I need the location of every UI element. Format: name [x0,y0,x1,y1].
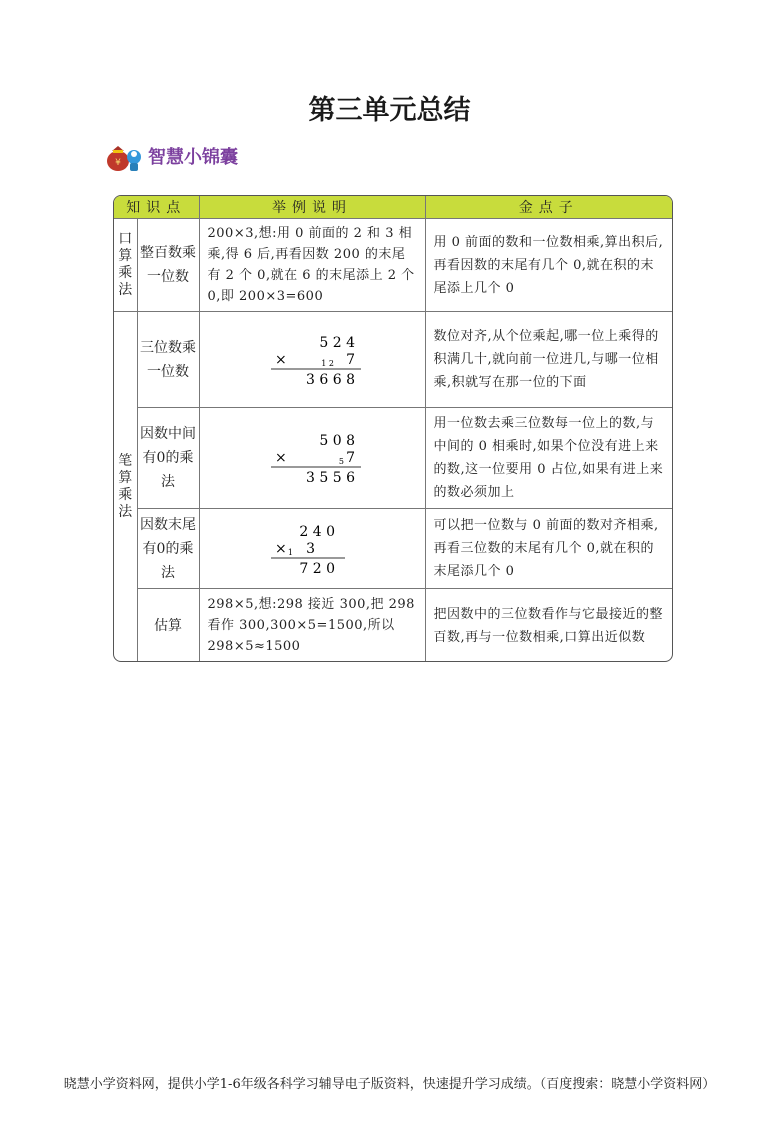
summary-table [113,195,673,662]
table-row [114,219,672,312]
example-cell: 298×5,想:298 接近 300,把 298 看作 300,300×5=1500,所以 298×5≈1500 [199,589,425,663]
svg-text:¥: ¥ [115,158,121,168]
example-cell: 200×3,想:用 0 前面的 2 和 3 相乘,得 6 后,再看因数 200 的末尾有 2 个 0,就在 6 的末尾添上 2 个 0,即 200×3=600 [199,219,425,312]
topic-cell: 因数中间有0的乘法 [137,408,199,509]
table-row [114,509,672,589]
header-example: 举例说明 [199,196,425,219]
tip-cell: 把因数中的三位数看作与它最接近的整百数,再与一位数相乘,口算出近似数 [425,589,672,663]
calc-carry: 1 2 [321,358,334,368]
table-row [114,408,672,509]
calc-result: 3 6 6 8 [306,371,355,388]
calc-multiplier: 7 [346,351,355,368]
table-row [114,312,672,408]
tip-cell: 用一位数去乘三位数每一位上的数,与中间的 0 相乘时,如果个位没有进上来的数,这一位要用 0 占位,如果有进上来的数必须加上 [425,408,672,509]
topic-cell: 三位数乘一位数 [137,312,199,408]
calc-op: × [275,351,287,368]
category-oral-label: 口 算 乘 法 [118,231,133,298]
table-header-row [114,196,672,219]
calc-top: 2 4 0 [299,523,335,540]
calc-result: 7 2 0 [299,560,335,577]
calc-multiplier: 3 [306,540,315,557]
calc-top: 5 2 4 [319,334,355,351]
badge-label: 智慧小锦囊 [148,147,238,168]
tip-cell: 可以把一位数与 0 前面的数对齐相乘,再看三位数的末尾有几个 0,就在积的末尾添几个 0 [425,509,672,589]
vertical-calc [257,521,367,577]
header-tip: 金点子 [425,196,672,219]
vertical-calc [257,332,367,388]
tip-cell: 用 0 前面的数和一位数相乘,算出积后,再看因数的末尾有几个 0,就在积的末尾添上几个 0 [425,219,672,312]
table-row [114,589,672,663]
page-title: 第三单元总结 [308,95,471,126]
calc-op: × [275,540,287,557]
footer-note: 晓慧小学资料网，提供小学1-6年级各科学习辅导电子版资料，快速提升学习成绩。（百度搜索：晓慧小学资料网） [63,1077,716,1092]
wisdom-tips-badge [104,139,238,173]
vertical-calc [257,430,367,486]
vertical-calc-cell [199,509,425,589]
calc-result: 3 5 5 6 [306,470,355,486]
header-knowledge: 知识点 [114,196,199,219]
topic-cell: 整百数乘一位数 [137,219,199,312]
calc-carry: 5 [338,457,344,466]
category-oral [114,219,137,312]
vertical-calc-cell [199,408,425,509]
calc-multiplier: 7 [346,450,355,466]
calc-top: 5 0 8 [319,433,355,449]
calc-op: × [275,450,287,466]
vertical-calc-cell [199,312,425,408]
topic-cell: 估算 [137,589,199,663]
moneybag-icon [104,139,144,173]
tip-cell: 数位对齐,从个位乘起,哪一位上乘得的积满几十,就向前一位进几,与哪一位相乘,积就写在那一位的下面 [425,312,672,408]
calc-carry: 1 [287,547,293,557]
topic-cell: 因数末尾有0的乘法 [137,509,199,589]
category-written [114,312,137,663]
category-written-label: 笔 算 乘 法 [118,453,133,520]
